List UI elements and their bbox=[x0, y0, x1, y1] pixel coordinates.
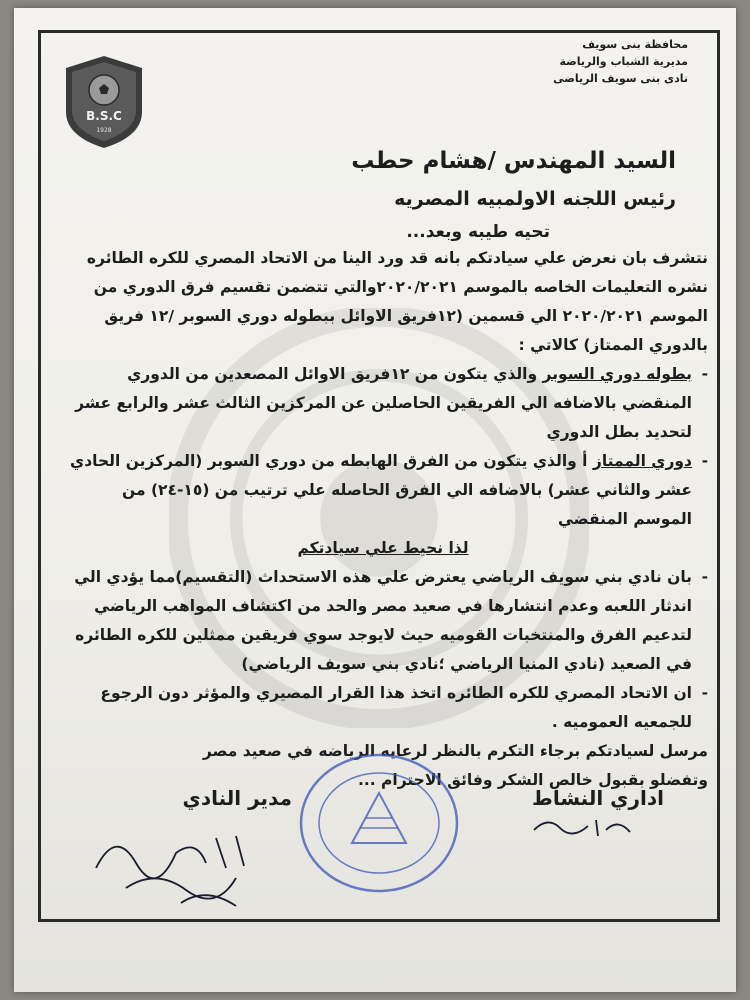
list-item: - بطوله دوري السوبر والذي يتكون من ١٢فريق الاوائل المصعدين من الدوري المنقضي بالاضافه الي الفريقين الحاصلين عن المركزين الثالث عشر والرابع عشر لتحديد بطل الدوري bbox=[75, 365, 708, 441]
signature-label-club-director: مدير النادي bbox=[182, 786, 292, 810]
item-title: دوري الممتاز bbox=[592, 452, 692, 470]
list-item: - دوري الممتاز أ والذي يتكون من الفرق الهابطه من دوري السوبر (المركزين الحادي عشر والثاني عشر) بالاضافه الي الفرق الحاصله علي ترتيب من (١٥-٢٤) من الموسم المنقضي bbox=[70, 452, 708, 528]
point-text: بان نادي بني سويف الرياضي يعترض علي هذه الاستحداث (التقسيم)مما يؤدي الي اندثار اللعبه وعدم انتشارها في صعيد مصر والحد من اكتشاف المواهب الرياضي لتدعيم الفرق والمنتخبات القوميه حيث لايوجد سوي فريقين ممثلين للكره الطائره في الصعيد (نادي المنيا الرياضي ؛نادي بني سويف الرياضي) bbox=[74, 568, 692, 673]
logo-year: 1928 bbox=[96, 127, 112, 134]
letterhead bbox=[428, 36, 688, 87]
letter-body bbox=[58, 244, 708, 795]
initial-mark bbox=[526, 806, 636, 846]
recipient-name: السيد المهندس /هشام حطب bbox=[351, 148, 676, 174]
signature-label-activity-admin: اداري النشاط bbox=[532, 786, 664, 810]
list-item: - ان الاتحاد المصري للكره الطائره اتخذ هذا القرار المصيري والمؤثر دون الرجوع للجمعيه العموميه . bbox=[100, 684, 708, 731]
logo-text: B.S.C bbox=[86, 109, 122, 123]
letter-sheet bbox=[14, 8, 736, 992]
closing-line: مرسل لسيادتكم برجاء التكرم بالنظر لرعايه الرياضه في صعيد مصر bbox=[202, 742, 708, 760]
item-text: والذي يتكون من ١٢فريق الاوائل المصعدين من الدوري المنقضي بالاضافه الي الفريقين الحاصلين عن المركزين الثالث عشر والرابع عشر لتحديد بطل الدوري bbox=[75, 365, 692, 441]
section-heading: لذا نحيط علي سيادتكم bbox=[297, 539, 469, 557]
greeting: تحيه طيبه وبعد... bbox=[406, 222, 550, 242]
list-item: - بان نادي بني سويف الرياضي يعترض علي هذه الاستحداث (التقسيم)مما يؤدي الي اندثار اللعبه وعدم انتشارها في صعيد مصر والحد من اكتشاف المواهب الرياضي لتدعيم الفرق والمنتخبات القوميه حيث لايوجد سوي فريقين ممثلين للكره الطائره في الصعيد (نادي المنيا الرياضي ؛نادي بني سويف الرياضي) bbox=[74, 568, 708, 673]
closing-line: وتفضلو بقبول خالص الشكر وفائق الاحترام ... bbox=[357, 771, 708, 789]
letterhead-line: محافظة بنى سويف bbox=[582, 38, 688, 51]
letterhead-line: نادى بنى سويف الرياضى bbox=[553, 72, 688, 85]
recipient-title: رئيس اللجنه الاولمبيه المصريه bbox=[394, 188, 676, 210]
item-text: أ والذي يتكون من الفرق الهابطه من دوري السوبر (المركزين الحادي عشر والثاني عشر) بالاضافه الي الفرق الحاصله علي ترتيب من (١٥-٢٤) من الموسم المنقضي bbox=[70, 452, 692, 528]
club-logo bbox=[62, 54, 146, 150]
intro-paragraph: نتشرف بان نعرض علي سيادتكم بانه قد ورد الينا من الاتحاد المصري للكره الطائره نشره التعليمات الخاصه بالموسم ٢٠٢٠/٢٠٢١والتي تتضمن تقسيم فرق الدوري من الموسم ٢٠٢٠/٢٠٢١ الي قسمين (١٢فريق الاوائل ببطوله دوري السوبر /١٢ فريق بالدوري الممتاز) كالاتي : bbox=[86, 249, 708, 354]
official-stamp bbox=[294, 748, 464, 898]
point-text: ان الاتحاد المصري للكره الطائره اتخذ هذا القرار المصيري والمؤثر دون الرجوع للجمعيه العموميه . bbox=[100, 684, 692, 731]
letterhead-line: مديرية الشباب والرياضة bbox=[559, 55, 688, 68]
item-title: بطوله دوري السوبر bbox=[542, 365, 692, 383]
handwritten-signature bbox=[86, 808, 266, 918]
